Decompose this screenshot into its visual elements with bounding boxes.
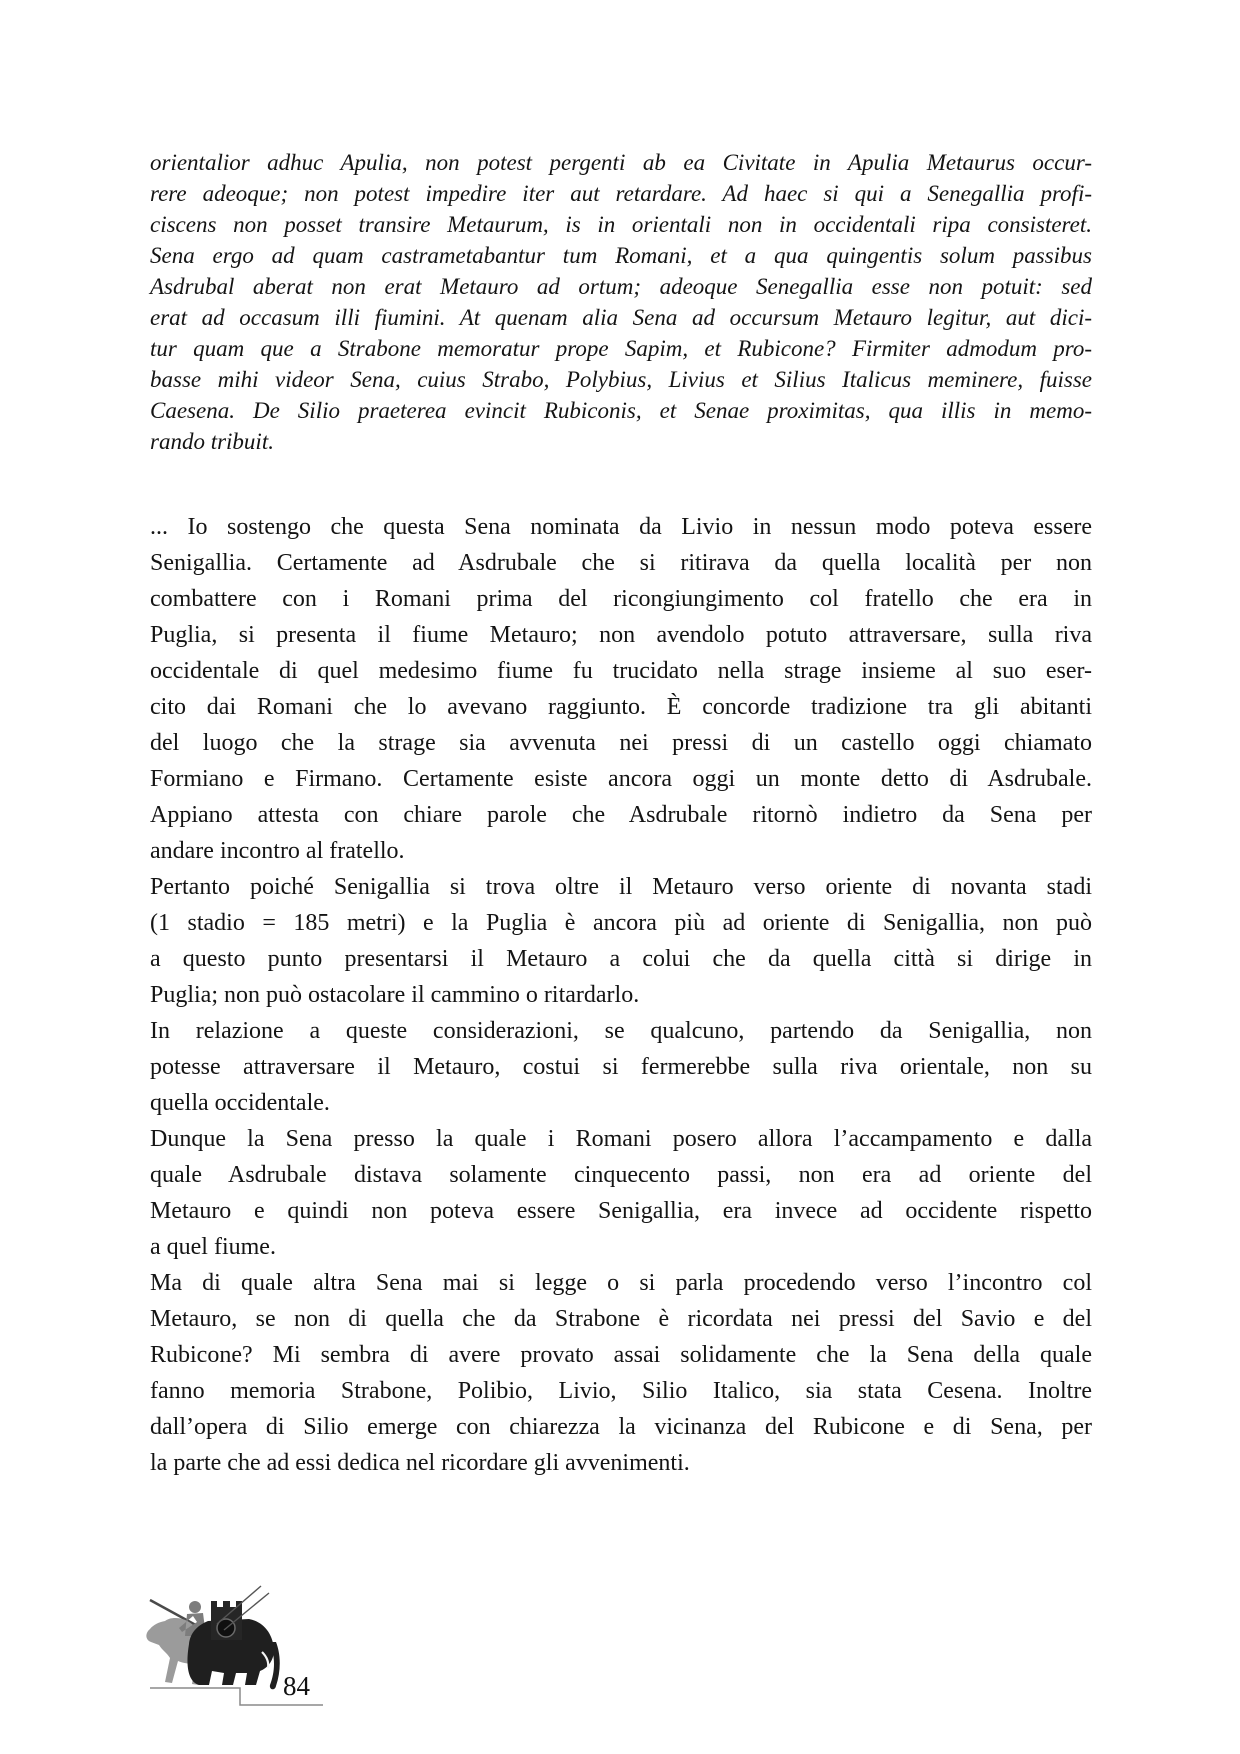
latin-quote-line: basse mihi videor Sena, cuius Strabo, Polybius, Livius et Silius Italicus meminere, fuisse: [150, 367, 1092, 392]
text-line: Metauro e quindi non poteva essere Senigallia, era invece ad occidente rispetto: [150, 1198, 1092, 1224]
text-line: dall’opera di Silio emerge con chiarezza la vicinanza del Rubicone e di Sena, per: [150, 1414, 1092, 1440]
text-line: ... Io sostengo che questa Sena nominata da Livio in nessun modo poteva essere: [150, 514, 1092, 540]
text-line: Puglia, si presenta il fiume Metauro; non avendolo potuto attraversare, sulla riva: [150, 622, 1092, 648]
paragraph: [150, 1121, 1092, 1265]
text-line: Dunque la Sena presso la quale i Romani posero allora l’accampamento e dalla: [150, 1126, 1092, 1152]
latin-quote-block: [150, 147, 1092, 457]
rider-head-icon: [189, 1601, 201, 1613]
latin-quote-line: Asdrubal aberat non erat Metauro ad ortum; adeoque Senegallia esse non potuit: sed: [150, 274, 1092, 299]
text-line: del luogo che la strage sia avvenuta nei pressi di un castello oggi chiamato: [150, 730, 1092, 756]
paragraph: [150, 1013, 1092, 1121]
text-line: quella occidentale.: [150, 1090, 330, 1116]
latin-quote-line: orientalior adhuc Apulia, non potest pergenti ab ea Civitate in Apulia Metaurus occur-: [150, 150, 1092, 175]
text-line: Rubicone? Mi sembra di avere provato assai solidamente che la Sena della quale: [150, 1342, 1092, 1368]
main-text-block: [150, 509, 1092, 1481]
text-line: Senigallia. Certamente ad Asdrubale che si ritirava da quella località per non: [150, 550, 1092, 576]
paragraph: [150, 509, 1092, 869]
latin-quote-line: tur quam que a Strabone memoratur prope Sapim, et Rubicone? Firmiter admodum pro-: [150, 336, 1092, 361]
latin-quote-line: ciscens non posset transire Metaurum, is in orientali non in occidentali ripa consisteret.: [150, 212, 1092, 237]
latin-quote-line: rando tribuit.: [150, 429, 274, 454]
paragraph: [150, 869, 1092, 1013]
text-line: Puglia; non può ostacolare il cammino o ritardarlo.: [150, 982, 640, 1008]
latin-quote-line: Sena ergo ad quam castrametabantur tum Romani, et a qua quingentis solum passibus: [150, 243, 1092, 268]
latin-quote-line: erat ad occasum illi fiumini. At quenam alia Sena ad occursum Metauro legitur, aut dici-: [150, 305, 1092, 330]
text-line: (1 stadio = 185 metri) e la Puglia è ancora più ad oriente di Senigallia, non può: [150, 910, 1092, 936]
text-line: a quel fiume.: [150, 1234, 276, 1260]
page-number: 84: [283, 1671, 310, 1701]
text-line: Ma di quale altra Sena mai si legge o si parla procedendo verso l’incontro col: [150, 1270, 1092, 1296]
text-line: occidentale di quel medesimo fiume fu trucidato nella strage insieme al suo eser-: [150, 658, 1092, 684]
text-line: andare incontro al fratello.: [150, 838, 405, 864]
text-line: combattere con i Romani prima del ricongiungimento col fratello che era in: [150, 586, 1092, 612]
paragraph: [150, 1265, 1092, 1481]
text-line: Appiano attesta con chiare parole che Asdrubale ritornò indietro da Sena per: [150, 802, 1092, 828]
latin-quote-line: Caesena. De Silio praeterea evincit Rubiconis, et Senae proximitas, qua illis in memo-: [150, 398, 1092, 423]
text-line: Formiano e Firmano. Certamente esiste ancora oggi un monte detto di Asdrubale.: [150, 766, 1092, 792]
text-line: potesse attraversare il Metauro, costui si fermerebbe sulla riva orientale, non su: [150, 1054, 1092, 1080]
text-line: fanno memoria Strabone, Polibio, Livio, Silio Italico, sia stata Cesena. Inoltre: [150, 1378, 1092, 1404]
text-line: cito dai Romani che lo avevano raggiunto. È concorde tradizione tra gli abitanti: [150, 694, 1092, 720]
text-line: Pertanto poiché Senigallia si trova oltre il Metauro verso oriente di novanta stadi: [150, 874, 1092, 900]
text-line: Metauro, se non di quella che da Strabone è ricordata nei pressi del Savio e del: [150, 1306, 1092, 1332]
latin-quote-line: rere adeoque; non potest impedire iter aut retardare. Ad haec si qui a Senegallia profi-: [150, 181, 1092, 206]
text-line: In relazione a queste considerazioni, se qualcuno, partendo da Senigallia, non: [150, 1018, 1092, 1044]
text-line: quale Asdrubale distava solamente cinquecento passi, non era ad oriente del: [150, 1162, 1092, 1188]
text-line: la parte che ad essi dedica nel ricordare gli avvenimenti.: [150, 1450, 690, 1476]
text-line: a questo punto presentarsi il Metauro a colui che da quella città si dirige in: [150, 946, 1092, 972]
